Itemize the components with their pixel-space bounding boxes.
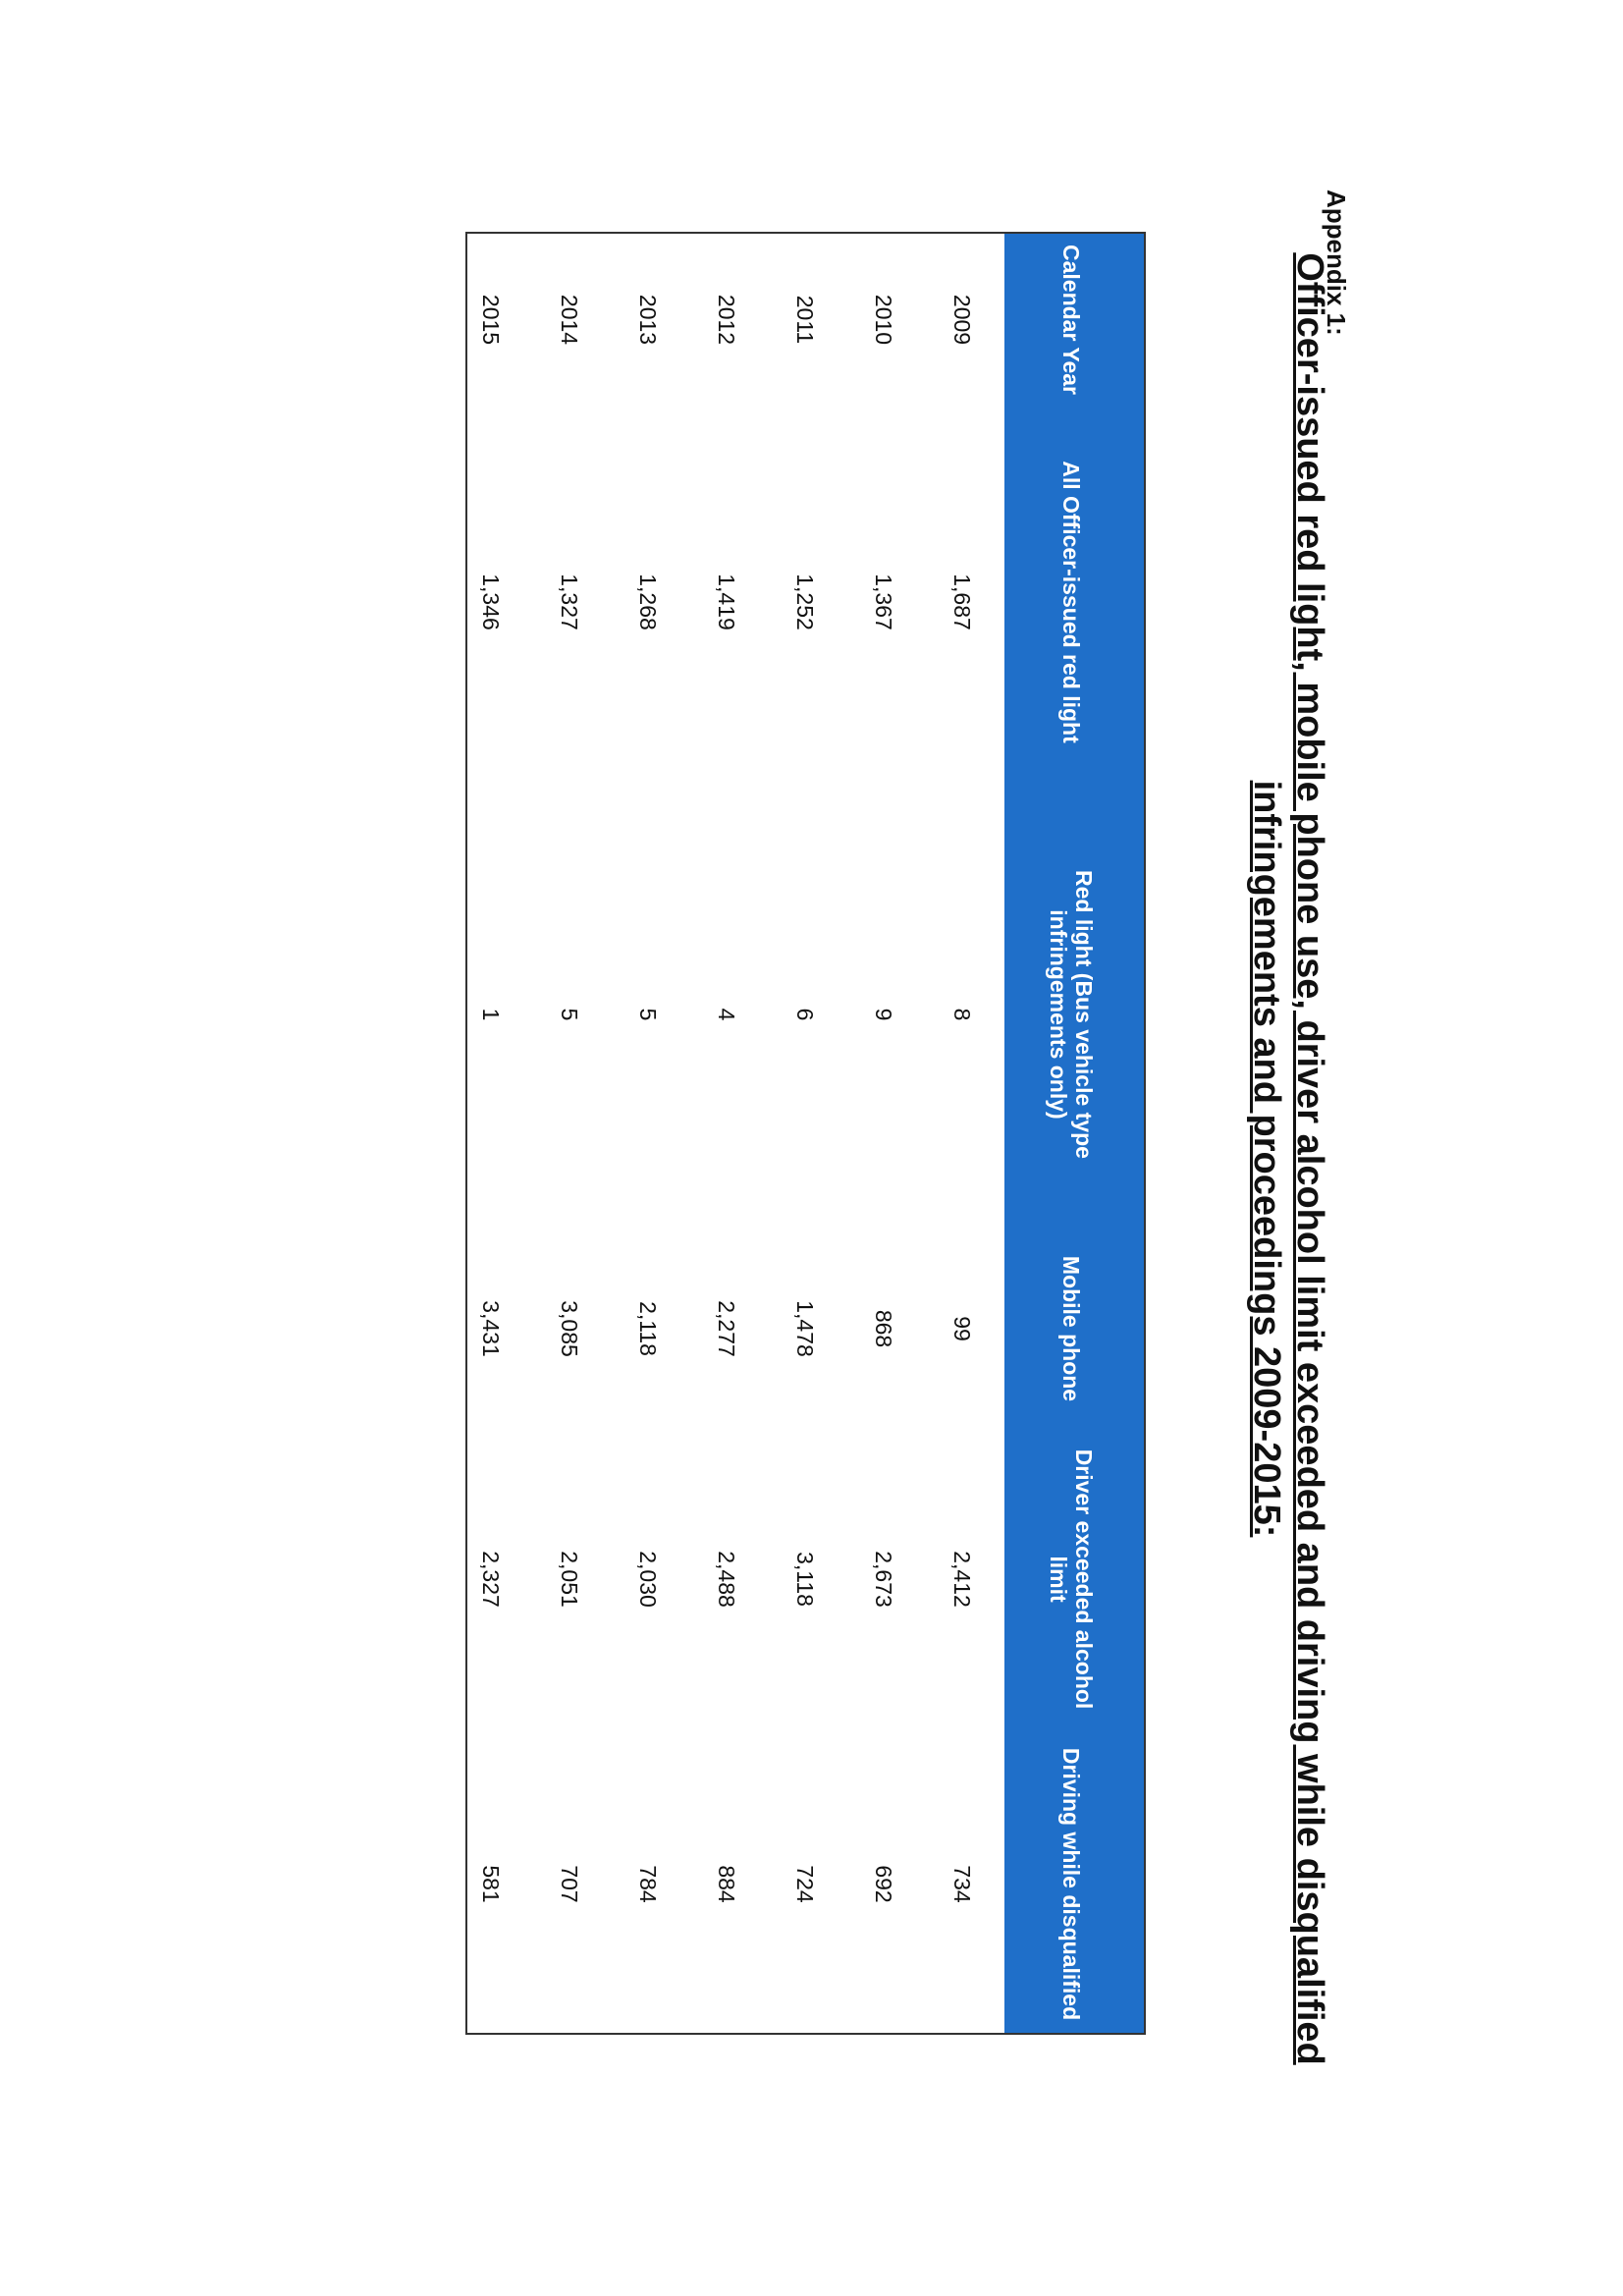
- header-alcohol-limit: Driver exceeded alcohol limit: [1046, 1449, 1098, 1710]
- cell-driving-disqualified: 707: [557, 1865, 583, 1903]
- table-header: [1004, 234, 1144, 2033]
- table-row: [844, 234, 923, 2033]
- cell-bus-red-light: 9: [871, 1008, 897, 1021]
- cell-all-red-light: 1,252: [792, 574, 819, 630]
- cell-mobile-phone: 3,085: [557, 1300, 583, 1357]
- cell-all-red-light: 1,419: [714, 574, 740, 630]
- table-row: [530, 234, 609, 2033]
- cell-bus-red-light: 1: [478, 1008, 505, 1021]
- header-driving-disqualified: Driving while disqualified: [1058, 1747, 1085, 2021]
- cell-driving-disqualified: 724: [792, 1865, 819, 1903]
- header-calendar-year: Calendar Year: [1058, 244, 1085, 395]
- cell-year: 2009: [949, 294, 976, 346]
- cell-alcohol-limit: 2,030: [635, 1551, 662, 1608]
- header-bus-red-light: Red light (Bus vehicle type infringements only): [1046, 870, 1098, 1159]
- cell-year: 2014: [557, 294, 583, 346]
- cell-driving-disqualified: 784: [635, 1865, 662, 1903]
- header-all-red-light: All Officer-issued red light: [1058, 461, 1085, 743]
- cell-alcohol-limit: 2,673: [871, 1551, 897, 1608]
- cell-mobile-phone: 2,118: [635, 1301, 662, 1356]
- cell-driving-disqualified: 581: [478, 1865, 505, 1903]
- cell-all-red-light: 1,367: [871, 574, 897, 630]
- cell-alcohol-limit: 2,051: [557, 1551, 583, 1608]
- cell-mobile-phone: 3,431: [478, 1300, 505, 1357]
- cell-alcohol-limit: 2,412: [949, 1551, 976, 1608]
- cell-mobile-phone: 1,478: [792, 1300, 819, 1357]
- table-row: [923, 234, 1001, 2033]
- cell-all-red-light: 1,346: [478, 574, 505, 630]
- cell-all-red-light: 1,327: [557, 574, 583, 630]
- cell-bus-red-light: 8: [949, 1008, 976, 1021]
- cell-alcohol-limit: 2,488: [714, 1551, 740, 1608]
- cell-year: 2010: [871, 294, 897, 346]
- cell-year: 2012: [714, 294, 740, 346]
- table-row: [452, 234, 530, 2033]
- cell-all-red-light: 1,687: [949, 574, 976, 630]
- cell-bus-red-light: 5: [635, 1008, 662, 1021]
- cell-year: 2013: [635, 294, 662, 346]
- page-title: Officer-issued red light, mobile phone use, driver alcohol limit exceeded and driving while disqualified infringements and proceedings 2009-2015:: [1246, 252, 1330, 2065]
- cell-driving-disqualified: 884: [714, 1865, 740, 1903]
- table-row: [766, 234, 844, 2033]
- cell-mobile-phone: 99: [949, 1316, 976, 1341]
- infringements-table: [465, 232, 1146, 2035]
- cell-alcohol-limit: 2,327: [478, 1551, 505, 1608]
- cell-mobile-phone: 2,277: [714, 1300, 740, 1357]
- cell-driving-disqualified: 692: [871, 1865, 897, 1903]
- cell-alcohol-limit: 3,118: [792, 1552, 819, 1607]
- appendix-label: Appendix 1:: [1322, 190, 1351, 336]
- cell-bus-red-light: 5: [557, 1008, 583, 1021]
- cell-bus-red-light: 4: [714, 1008, 740, 1021]
- table-row: [687, 234, 766, 2033]
- header-mobile-phone: Mobile phone: [1058, 1255, 1085, 1402]
- cell-mobile-phone: 868: [871, 1309, 897, 1348]
- cell-all-red-light: 1,268: [635, 574, 662, 630]
- cell-driving-disqualified: 734: [949, 1865, 976, 1903]
- cell-year: 2015: [478, 294, 505, 346]
- cell-bus-red-light: 6: [792, 1008, 819, 1021]
- table-row: [609, 234, 687, 2033]
- cell-year: 2011: [792, 295, 819, 345]
